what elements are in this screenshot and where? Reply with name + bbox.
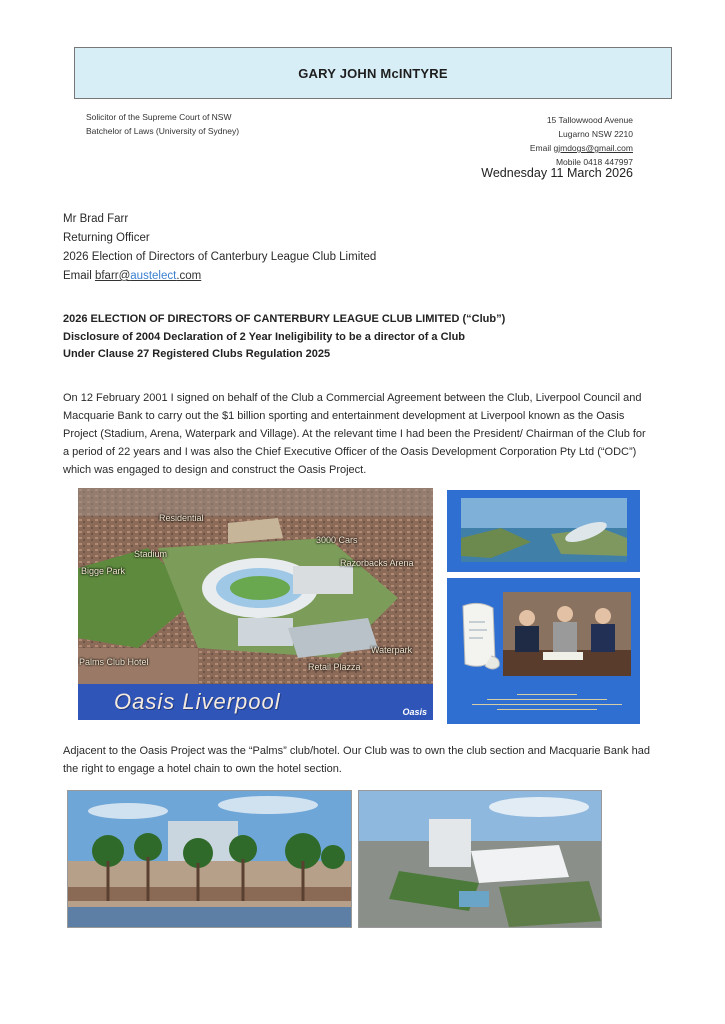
label-residential: Residential — [159, 513, 204, 523]
oasis-banner — [78, 684, 433, 720]
email-user: bfarr@ — [94, 270, 131, 282]
email-label: Email — [63, 270, 95, 282]
subject-heading — [63, 311, 505, 364]
address-mobile: Mobile 0418 447997 — [555, 157, 633, 167]
label-cars: 3000 Cars — [316, 535, 358, 545]
email-label: Email — [529, 143, 554, 153]
scroll-icon — [455, 600, 503, 672]
address-email — [530, 141, 633, 155]
harbour-photo-panel — [447, 490, 640, 572]
palms-resort-image — [67, 790, 352, 928]
credential-line: Batchelor of Laws (University of Sydney) — [86, 126, 240, 136]
letter-date: Wednesday 11 March 2026 — [481, 166, 633, 180]
oasis-logo: Oasis — [402, 707, 427, 717]
label-bigge-park: Bigge Park — [81, 566, 126, 576]
subject-line-2: Disclosure of 2004 Declaration of 2 Year Ineligibility to be a director of a Club — [63, 330, 466, 343]
subject-line-1: 2026 ELECTION OF DIRECTORS OF CANTERBURY LEAGUE CLUB LIMITED (“Club”) — [63, 313, 506, 325]
oasis-aerial-image — [78, 488, 433, 720]
hotel-render-image — [358, 790, 602, 928]
photo-caption-decoration — [467, 690, 627, 714]
label-stadium: Stadium — [134, 549, 168, 559]
label-waterpark: Waterpark — [371, 645, 413, 655]
sender-email-link[interactable]: gjmdogs@gmail.com — [553, 143, 633, 153]
label-palms-club-hotel: Palms Club Hotel — [79, 657, 149, 667]
subject-line-3: Under Clause 27 Registered Clubs Regulation 2025 — [63, 348, 331, 360]
author-name: GARY JOHN McINTYRE — [298, 65, 448, 81]
letterhead-banner — [74, 47, 672, 99]
email-domain: austelect — [130, 270, 177, 282]
credentials — [86, 110, 239, 138]
harbour-photo — [461, 498, 627, 562]
label-arena: Razorbacks Arena — [340, 558, 414, 568]
recipient-role: Returning Officer — [63, 232, 150, 244]
recipient-name: Mr Brad Farr — [63, 213, 129, 225]
credential-line: Solicitor of the Supreme Court of NSW — [86, 112, 232, 122]
recipient-email — [63, 267, 376, 286]
recipient-block — [63, 210, 376, 286]
recipient-org: 2026 Election of Directors of Canterbury League Club Limited — [63, 251, 377, 263]
signing-ceremony-photo — [503, 592, 631, 676]
address-street: 15 Tallowwood Avenue — [546, 115, 633, 125]
recipient-email-link[interactable] — [95, 270, 201, 282]
signing-photo-panel — [447, 578, 640, 724]
email-tld: .com — [176, 270, 202, 282]
label-retail-plaza: Retail Plazza — [308, 662, 361, 672]
address-suburb: Lugarno NSW 2210 — [558, 129, 633, 139]
body-paragraph-1: On 12 February 2001 I signed on behalf of the Club a Commercial Agreement between the Club, Liverpool Council and Macquarie Bank to carry out the $1 billion sporting and entertainment development at Liverpool known as the Oasis Project (Stadium, Arena, Waterpark and Village). At the relevant time I had been the President/ Chairman of the Club for a period of 22 years and I was also the Chief Executive Officer of the Oasis Development Corporation Pty Ltd (“ODC”) which was engaged to design and construct the Oasis Project. — [63, 392, 646, 476]
banner-title: Oasis Liverpool — [114, 689, 281, 714]
body-paragraph-2: Adjacent to the Oasis Project was the “Palms” club/hotel. Our Club was to own the club section and Macquarie Bank had the right to engage a hotel chain to own the hotel section. — [63, 745, 650, 775]
sender-address — [530, 113, 633, 169]
